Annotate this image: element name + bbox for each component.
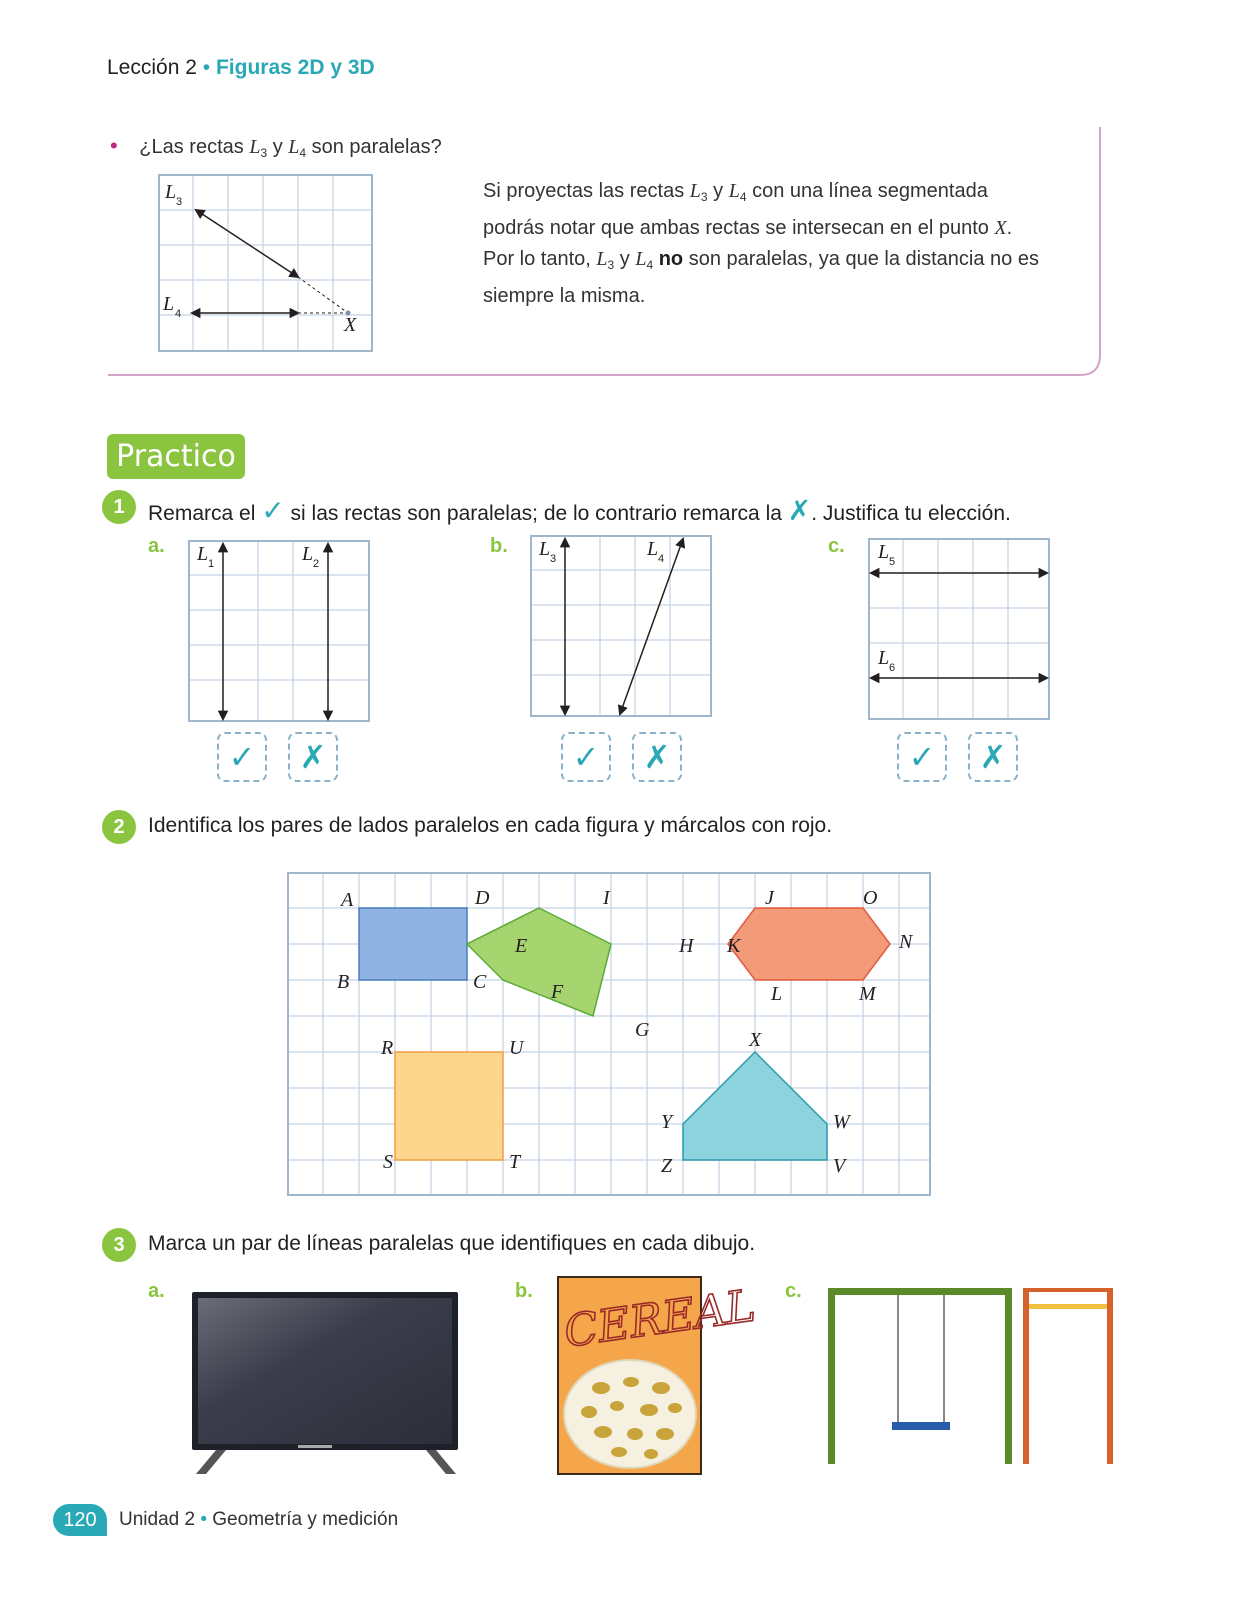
svg-text:D: D [475,887,490,909]
ex1-c-check-option[interactable]: ✓ [897,732,947,782]
ex1-grid-b [530,535,713,718]
page-number: 120 [53,1504,107,1536]
check-icon: ✓ [261,495,285,526]
example-grid [158,174,374,352]
lesson-topic: Figuras 2D y 3D [215,56,375,79]
ex1-label-c: c. [828,535,845,557]
svg-text:L: L [878,541,890,563]
svg-text:V: V [833,1155,846,1177]
cereal-box-drawing[interactable] [557,1276,759,1476]
exercise-2-number: 2 [102,810,136,844]
ex1-grid-c [868,538,1051,721]
svg-text:6: 6 [889,662,896,674]
svg-text:F: F [551,981,564,1003]
ex1-c-cross-option[interactable]: ✗ [968,732,1018,782]
svg-text:5: 5 [889,556,896,568]
exercise-3-instruction: Marca un par de líneas paralelas que identifiques en cada dibujo. [148,1232,756,1255]
svg-text:4: 4 [658,553,665,565]
ex3-label-c: c. [785,1280,802,1302]
ex1-a-cross-option[interactable]: ✗ [288,732,338,782]
svg-text:X: X [749,1029,762,1051]
ex1-a-check-option[interactable]: ✓ [217,732,267,782]
svg-text:Y: Y [661,1111,673,1133]
svg-text:M: M [859,983,876,1005]
swing-set-drawing[interactable] [828,1288,1120,1468]
exercise-1-instruction: Remarca el ✓ si las rectas son paralelas; de lo contrario remarca la ✗. Justifica tu elección. [148,495,1011,526]
svg-text:L: L [878,647,890,669]
svg-text:4: 4 [175,308,182,320]
svg-text:3: 3 [176,196,183,208]
hexagon-jklmno [728,908,890,980]
ex1-grid-a [188,540,371,723]
line-l3 [196,210,298,277]
cross-icon: ✗ [787,495,812,526]
ex1-b-check-option[interactable]: ✓ [561,732,611,782]
ex1-b-cross-option[interactable]: ✗ [632,732,682,782]
pentagon-vwxyz [683,1052,827,1160]
svg-text:B: B [337,971,350,993]
svg-text:E: E [515,935,528,957]
svg-text:A: A [341,889,354,911]
svg-text:H: H [679,935,694,957]
exercise-2-instruction: Identifica los pares de lados paralelos en cada figura y márcalos con rojo. [148,814,833,837]
svg-text:K: K [727,935,741,957]
svg-text:L: L [163,293,175,315]
svg-text:O: O [863,887,878,909]
lesson-number: Lección 2 [107,56,197,79]
svg-text:R: R [381,1037,394,1059]
square-rstu [395,1052,503,1160]
exercise-1-number: 1 [102,490,136,524]
svg-text:L: L [771,983,783,1005]
ex2-shapes-grid [287,872,932,1197]
svg-text:C: C [473,971,487,993]
practico-badge: Practico [107,434,245,479]
svg-text:L: L [539,538,551,560]
svg-text:J: J [765,887,774,909]
svg-text:T: T [509,1151,521,1173]
svg-text:1: 1 [208,558,215,570]
ex3-label-a: a. [148,1280,165,1302]
svg-text:L: L [647,538,659,560]
svg-text:L: L [165,181,177,203]
svg-text:Z: Z [661,1155,673,1177]
svg-text:2: 2 [313,558,320,570]
example-explanation: Si proyectas las rectas $L_3$ y $L_4$ con una línea segmentada podrás notar que ambas rectas se intersecan en el punto X. Por lo tanto, $L_3$ y $L_4$ no son paralelas, ya que la distancia no es siempre la misma. [483,180,1039,307]
ex1-label-b: b. [490,535,508,557]
svg-text:I: I [603,887,610,909]
tv-drawing[interactable] [190,1290,462,1476]
point-x-label: X [344,314,357,336]
example-question: • ¿Las rectas $L_3$ y $L_4$ son paralelas? [110,133,442,160]
svg-text:3: 3 [550,553,557,565]
svg-text:S: S [383,1151,393,1173]
svg-text:L: L [302,543,314,565]
ex3-label-b: b. [515,1280,533,1302]
svg-text:W: W [833,1111,850,1133]
rectangle-abcd [359,908,467,980]
svg-text:N: N [899,931,913,953]
exercise-3-number: 3 [102,1228,136,1262]
line-l4b [620,539,683,714]
footer-unit: Unidad 2 • Geometría y medición [119,1509,399,1530]
cereal-logo: CEREAL [561,1280,759,1358]
ex1-label-a: a. [148,535,165,557]
svg-text:U: U [509,1037,524,1059]
svg-text:L: L [197,543,209,565]
lesson-header: Lección 2 • Figuras 2D y 3D [107,56,375,79]
svg-text:G: G [635,1019,650,1041]
